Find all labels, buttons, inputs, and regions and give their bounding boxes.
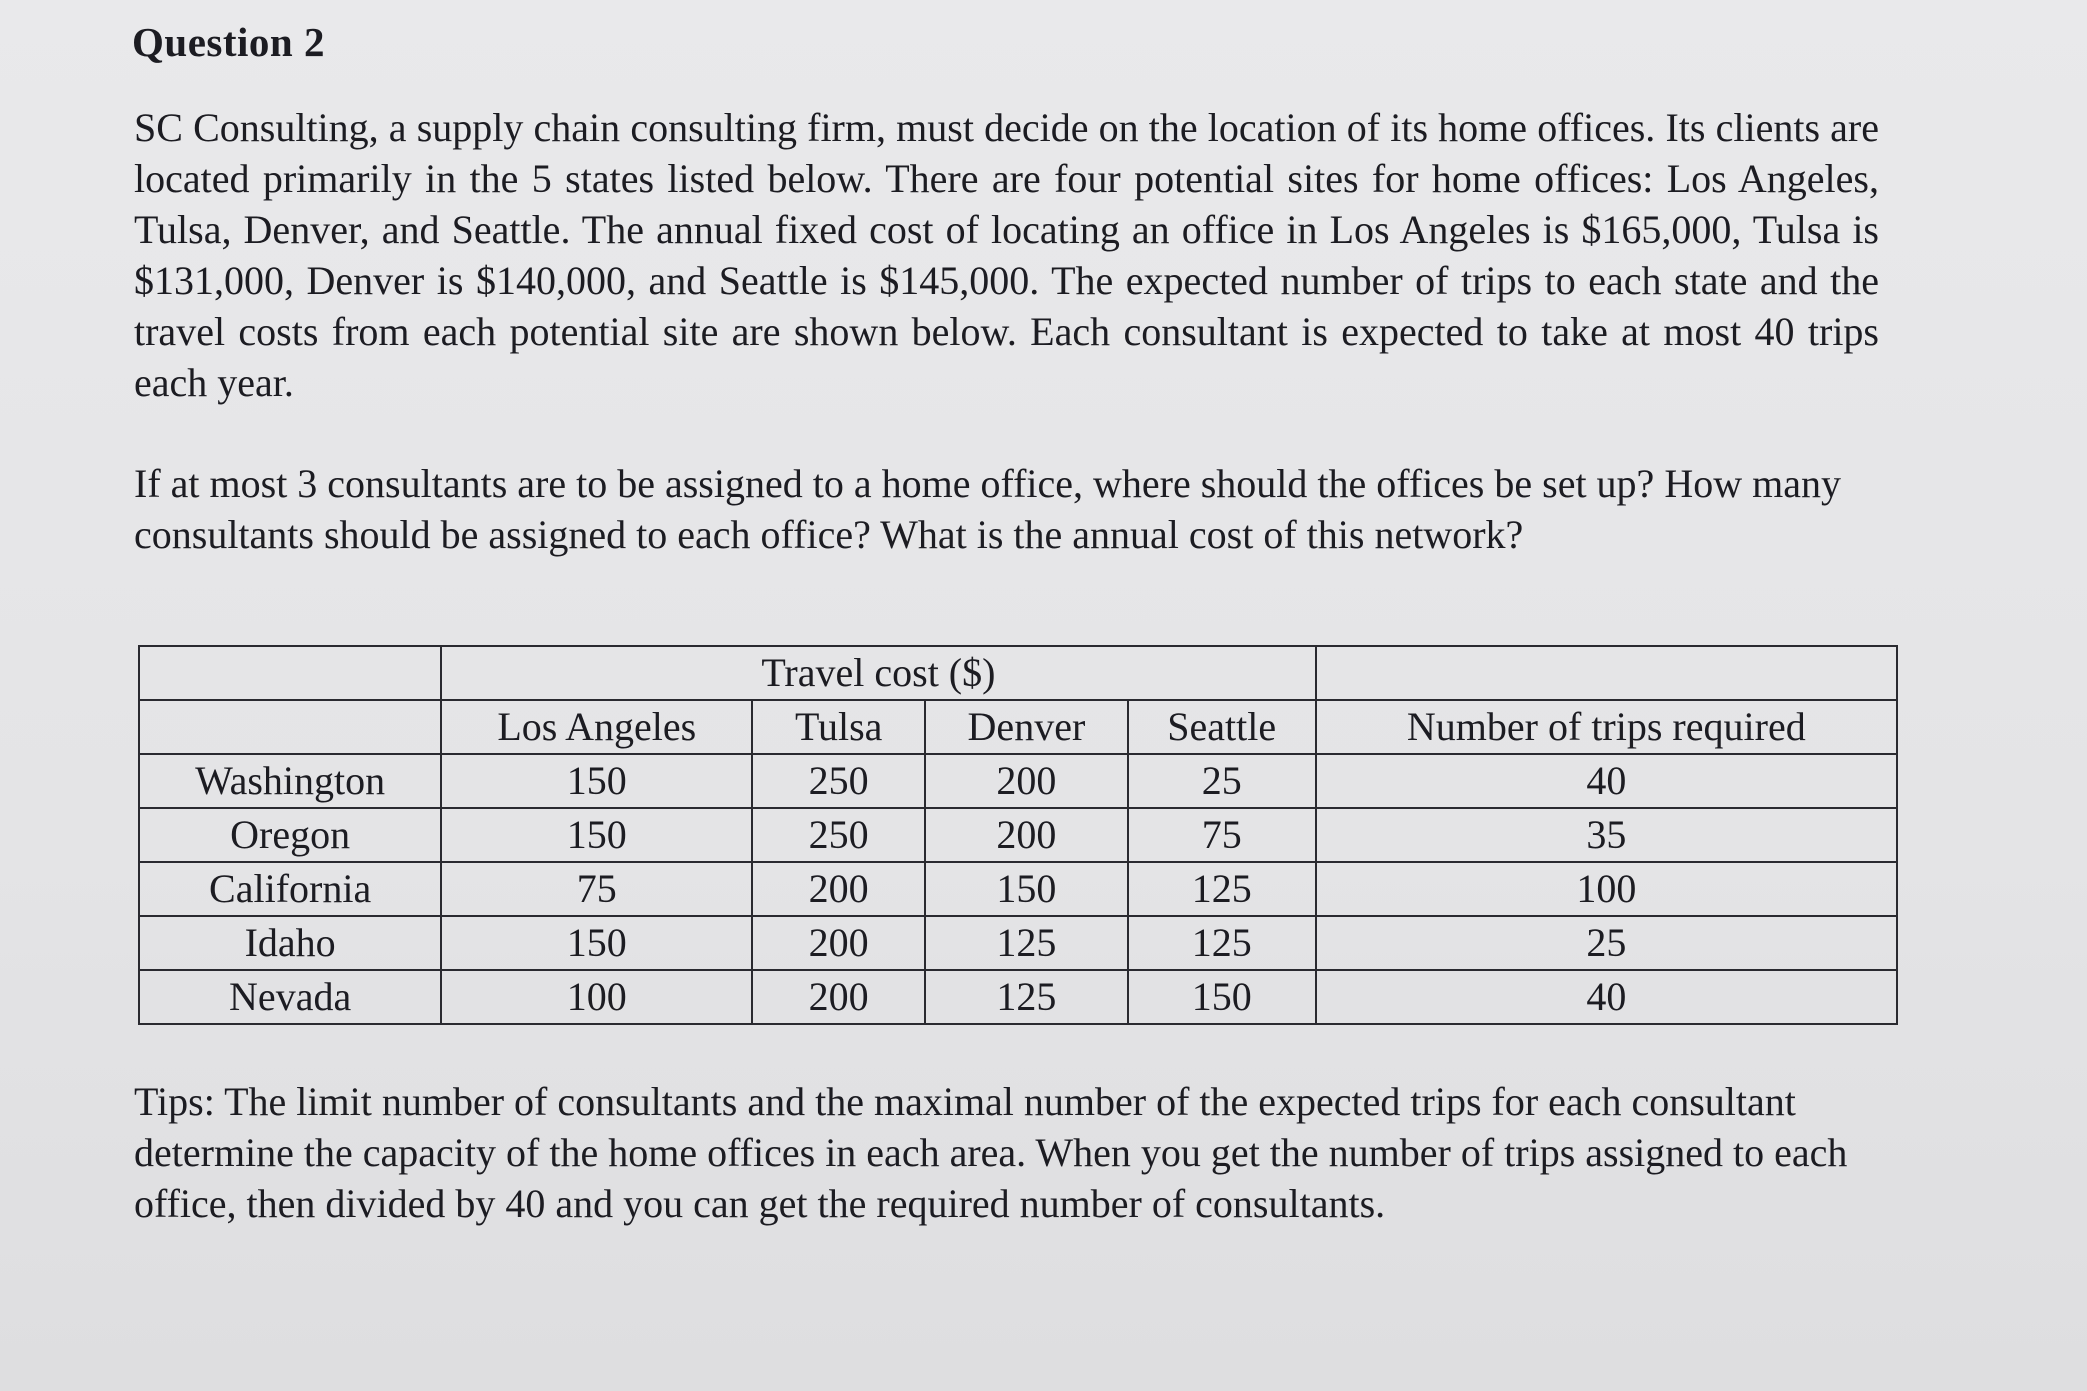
question-title: Question 2 [132, 19, 325, 65]
state-cell: Washington [139, 754, 441, 808]
cost-cell: 75 [1128, 808, 1316, 862]
trips-cell: 100 [1316, 862, 1897, 916]
cost-cell: 200 [752, 916, 925, 970]
column-header-trips: Number of trips required [1316, 700, 1897, 754]
problem-question: If at most 3 consultants are to be assigned to a home office, where should the offices be set up? How many consultants should be assigned to each office? What is the annual cost of this network? [134, 461, 1841, 557]
travel-cost-table [138, 645, 1898, 1025]
column-header-seattle: Seattle [1128, 700, 1316, 754]
cost-cell: 200 [752, 862, 925, 916]
cost-cell: 125 [1128, 916, 1316, 970]
trips-cell: 40 [1316, 754, 1897, 808]
cost-cell: 150 [441, 808, 752, 862]
tips-text: Tips: The limit number of consultants and the maximal number of the expected trips for each consultant determine the capacity of the home offices in each area. When you get the number of trips assigned to each office, then divided by 40 and you can get the required number of consultants. [134, 1079, 1848, 1226]
table-row [139, 754, 1897, 808]
empty-header-cell [139, 646, 441, 700]
travel-cost-group-header: Travel cost ($) [441, 646, 1315, 700]
cost-cell: 250 [752, 808, 925, 862]
trips-cell: 25 [1316, 916, 1897, 970]
cost-cell: 200 [752, 970, 925, 1024]
cost-cell: 125 [1128, 862, 1316, 916]
cost-cell: 150 [441, 916, 752, 970]
cost-cell: 25 [1128, 754, 1316, 808]
cost-cell: 150 [441, 754, 752, 808]
column-header-los-angeles: Los Angeles [441, 700, 752, 754]
cost-cell: 150 [925, 862, 1128, 916]
table-header-row-group [139, 646, 1897, 700]
empty-header-cell [139, 700, 441, 754]
cost-cell: 250 [752, 754, 925, 808]
state-cell: Nevada [139, 970, 441, 1024]
column-header-denver: Denver [925, 700, 1128, 754]
empty-header-cell [1316, 646, 1897, 700]
cost-cell: 200 [925, 808, 1128, 862]
table-row [139, 862, 1897, 916]
cost-cell: 75 [441, 862, 752, 916]
table-header-row [139, 700, 1897, 754]
column-header-tulsa: Tulsa [752, 700, 925, 754]
trips-cell: 40 [1316, 970, 1897, 1024]
state-cell: California [139, 862, 441, 916]
cost-cell: 125 [925, 970, 1128, 1024]
table-row [139, 808, 1897, 862]
table-row [139, 916, 1897, 970]
trips-cell: 35 [1316, 808, 1897, 862]
table-row [139, 970, 1897, 1024]
cost-cell: 100 [441, 970, 752, 1024]
cost-cell: 150 [1128, 970, 1316, 1024]
cost-cell: 125 [925, 916, 1128, 970]
state-cell: Idaho [139, 916, 441, 970]
problem-description: SC Consulting, a supply chain consulting firm, must decide on the location of its home offices. Its clients are located primarily in the 5 states listed below. There are four potential sites for home offices: Los Angeles, Tulsa, Denver, and Seattle. The annual fixed cost of locating an office in Los Angeles is $165,000, Tulsa is $131,000, Denver is $140,000, and Seattle is $145,000. The expected number of trips to each state and the travel costs from each potential site are shown below. Each consultant is expected to take at most 40 trips each year. [134, 105, 1879, 405]
cost-cell: 200 [925, 754, 1128, 808]
state-cell: Oregon [139, 808, 441, 862]
